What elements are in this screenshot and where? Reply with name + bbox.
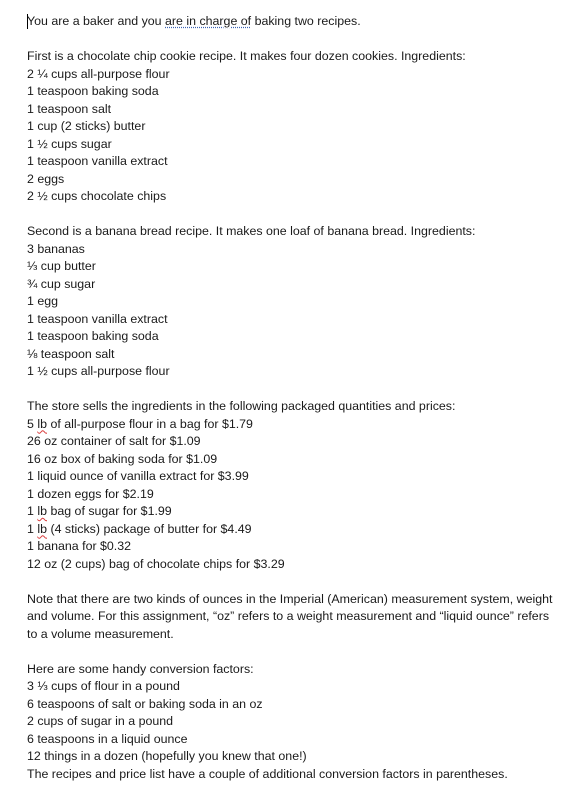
price-item-chocolate-chips: 12 oz (2 cups) bag of chocolate chips for $3.29 [27, 556, 285, 571]
cookie-ingredient: 2 ¼ cups all-purpose flour [27, 66, 170, 81]
price-text: 5 [27, 416, 38, 431]
ounce-note-paragraph: Note that there are two kinds of ounces in the Imperial (American) measurement system, weight and volume. For this assignment, “oz” refers to a weight measurement and “liquid ounce” refers to a volume measurement. [27, 591, 553, 641]
document-body[interactable] [27, 13, 557, 783]
banana-ingredient: 1 ½ cups all-purpose flour [27, 364, 170, 378]
price-text: of all-purpose flour in a bag for $1.79 [47, 416, 253, 431]
price-item-sugar [27, 503, 557, 521]
price-item-vanilla: 1 liquid ounce of vanilla extract for $3.99 [27, 469, 249, 483]
banana-heading: Second is a banana bread recipe. It makes one loaf of banana bread. Ingredients: [27, 224, 476, 238]
spelling-flagged-word[interactable]: lb [37, 521, 47, 536]
price-item-banana: 1 banana for $0.32 [27, 539, 132, 553]
price-item-baking-soda: 16 oz box of baking soda for $1.09 [27, 451, 218, 466]
banana-ingredient: ⅓ cup butter [27, 259, 96, 273]
grammar-flagged-phrase[interactable]: are in charge of [165, 14, 252, 28]
blank-line [27, 573, 557, 591]
intro-text-end: baking two recipes. [251, 14, 361, 28]
price-item-flour [27, 416, 557, 434]
blank-line [27, 381, 557, 399]
price-text: 1 [27, 504, 38, 518]
price-item-salt: 26 oz container of salt for $1.09 [27, 434, 201, 448]
blank-line [27, 206, 557, 224]
conversion-item: 12 things in a dozen (hopefully you knew that one!) [27, 749, 307, 763]
conversion-item: 3 ⅓ cups of flour in a pound [27, 679, 180, 693]
price-text: bag of sugar for $1.99 [47, 504, 172, 518]
cookie-ingredient: 1 ½ cups sugar [27, 136, 112, 151]
conversion-item: 6 teaspoons of salt or baking soda in an oz [27, 696, 263, 711]
cookie-ingredient: 1 teaspoon vanilla extract [27, 154, 168, 168]
store-heading: The store sells the ingredients in the following packaged quantities and prices: [27, 399, 456, 413]
banana-ingredient: 1 egg [27, 294, 59, 308]
cookie-ingredient: 2 eggs [27, 171, 65, 186]
spelling-flagged-word[interactable]: lb [37, 416, 47, 431]
banana-ingredient: 1 teaspoon baking soda [27, 329, 159, 343]
conversion-heading: Here are some handy conversion factors: [27, 661, 254, 676]
intro-paragraph [27, 13, 557, 31]
price-text: 1 [27, 521, 38, 536]
spelling-flagged-word[interactable]: lb [37, 504, 47, 518]
price-item-eggs: 1 dozen eggs for $2.19 [27, 486, 154, 501]
blank-line [27, 31, 557, 49]
conversion-item: 2 cups of sugar in a pound [27, 714, 174, 728]
blank-line [27, 643, 557, 661]
conversion-item: The recipes and price list have a couple of additional conversion factors in parentheses. [27, 766, 508, 781]
conversion-item: 6 teaspoons in a liquid ounce [27, 731, 188, 746]
cookie-ingredient: 1 teaspoon baking soda [27, 84, 159, 98]
cookie-heading: First is a chocolate chip cookie recipe. It makes four dozen cookies. Ingredients: [27, 49, 466, 63]
banana-ingredient: ⅛ teaspoon salt [27, 346, 115, 361]
cookie-ingredient: 1 teaspoon salt [27, 101, 112, 116]
intro-text: You are a baker and you [27, 14, 166, 28]
banana-ingredient: ¾ cup sugar [27, 276, 96, 291]
banana-ingredient: 1 teaspoon vanilla extract [27, 311, 168, 326]
banana-ingredient: 3 bananas [27, 241, 85, 256]
price-text: (4 sticks) package of butter for $4.49 [47, 521, 252, 536]
price-item-butter [27, 521, 557, 539]
cookie-ingredient: 2 ½ cups chocolate chips [27, 189, 167, 203]
cookie-ingredient: 1 cup (2 sticks) butter [27, 119, 146, 133]
